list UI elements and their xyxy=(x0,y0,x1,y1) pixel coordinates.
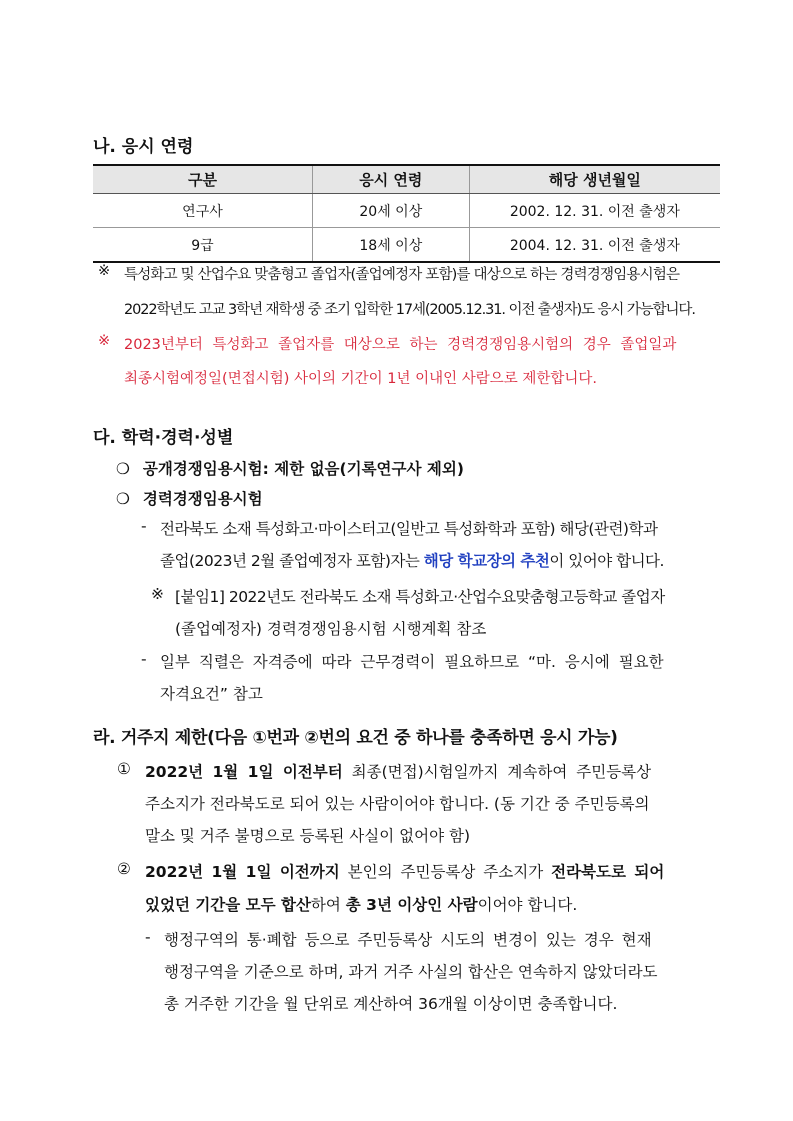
dash-mark: - xyxy=(141,650,147,668)
sub-line: 전라북도 소재 특성화고·마이스터고(일반고 특성화학과 포함) 해당(관련)학과 xyxy=(160,520,658,538)
sub-line xyxy=(160,549,664,571)
sub-line: 총 거주한 기간을 월 단위로 계산하여 36개월 이상이면 충족합니다. xyxy=(164,995,618,1013)
sub-line: 행정구역을 기준으로 하며, 과거 거주 사실의 합산은 연속하지 않았더라도 xyxy=(164,963,658,981)
dash-mark: - xyxy=(141,517,147,535)
note-line: (졸업예정자) 경력경쟁임용시험 시행계획 참조 xyxy=(175,620,487,638)
item-text: 하여 xyxy=(310,896,346,914)
item-line: 주소지가 전라북도로 되어 있는 사람이어야 합니다. (동 기간 중 주민등록의 xyxy=(145,795,650,813)
table-cell: 2004. 12. 31. 이전 출생자 xyxy=(469,228,720,263)
table-row xyxy=(93,228,720,263)
item-line xyxy=(145,860,664,882)
number-mark: ② xyxy=(117,860,131,878)
age-table xyxy=(93,164,720,263)
note-line: 최종시험예정일(면접시험) 사이의 기간이 1년 이내인 사람으로 제한합니다. xyxy=(124,371,598,387)
item-bold: 2022년 1월 1일 이전까지 xyxy=(145,863,340,881)
sub-line: 행정구역의 통·폐합 등으로 주민등록상 시도의 변경이 있는 경우 현재 xyxy=(164,931,652,949)
list-item xyxy=(116,487,263,509)
col-header-category: 구분 xyxy=(93,165,312,194)
item-text: : 제한 없음(기록연구사 제외) xyxy=(262,460,464,478)
item-line xyxy=(145,893,577,915)
item-text: 최종(면접)시험일까지 계속하여 주민등록상 xyxy=(342,763,652,781)
recommendation-highlight: 해당 학교장의 추천 xyxy=(423,552,550,570)
item-bold: 총 3년 이상인 사람 xyxy=(345,896,478,914)
item-text: 이어야 합니다. xyxy=(477,896,578,914)
col-header-age: 응시 연령 xyxy=(312,165,469,194)
table-cell: 9급 xyxy=(93,228,312,263)
note-line: 2023년부터 특성화고 졸업자를 대상으로 하는 경력경쟁임용시험의 경우 졸업일과 xyxy=(124,337,677,353)
item-bold: 2022년 1월 1일 이전부터 xyxy=(145,763,343,781)
item-label: 경력경쟁임용시험 xyxy=(142,490,263,508)
sub-line: 일부 직렬은 자격증에 따라 근무경력이 필요하므로 “마. 응시에 필요한 xyxy=(160,653,664,671)
item-line xyxy=(145,760,651,782)
section-ra-title: 라. 거주지 제한(다음 ①번과 ②번의 요건 중 하나를 충족하면 응시 가능) xyxy=(93,728,618,748)
table-header-row xyxy=(93,165,720,194)
sub-text: 이 있어야 합니다. xyxy=(549,552,664,570)
bullet-icon: ❍ xyxy=(116,490,130,508)
note-mark: ※ xyxy=(98,333,111,349)
note-line: 특성화고 및 산업수요 맞춤형고 졸업자(졸업예정자 포함)를 대상으로 하는 경력경쟁임용시험은 xyxy=(124,267,680,283)
note-mark: ※ xyxy=(98,263,111,279)
bullet-icon: ❍ xyxy=(116,460,130,478)
col-header-birthdate: 해당 생년월일 xyxy=(469,165,720,194)
table-cell: 20세 이상 xyxy=(312,194,469,228)
table-cell: 2002. 12. 31. 이전 출생자 xyxy=(469,194,720,228)
number-mark: ① xyxy=(117,760,131,778)
item-line: 말소 및 거주 불명으로 등록된 사실이 없어야 함) xyxy=(145,827,471,845)
note-line: 2022학년도 고교 3학년 재학생 중 조기 입학한 17세(2005.12.31. 이전 출생자)도 응시 가능합니다. xyxy=(124,302,695,318)
item-bold: 있었던 기간을 모두 합산 xyxy=(145,896,311,914)
section-na-title: 나. 응시 연령 xyxy=(93,137,194,157)
item-bold: 전라북도로 되어 xyxy=(551,863,665,881)
section-da-title: 다. 학력·경력·성별 xyxy=(93,428,234,448)
table-cell: 18세 이상 xyxy=(312,228,469,263)
sub-line: 자격요건” 참고 xyxy=(160,685,263,703)
sub-text: 졸업(2023년 2월 졸업예정자 포함)자는 xyxy=(160,552,420,570)
table-row xyxy=(93,194,720,228)
item-label: 공개경쟁임용시험 xyxy=(142,460,263,478)
item-text: 본인의 주민등록상 주소지가 xyxy=(339,863,552,881)
note-line: [붙임1] 2022년도 전라북도 소재 특성화고·산업수요맞춤형고등학교 졸업자 xyxy=(175,588,665,606)
list-item xyxy=(116,457,464,479)
dash-mark: - xyxy=(145,928,151,946)
table-cell: 연구사 xyxy=(93,194,312,228)
note-mark: ※ xyxy=(151,585,164,603)
